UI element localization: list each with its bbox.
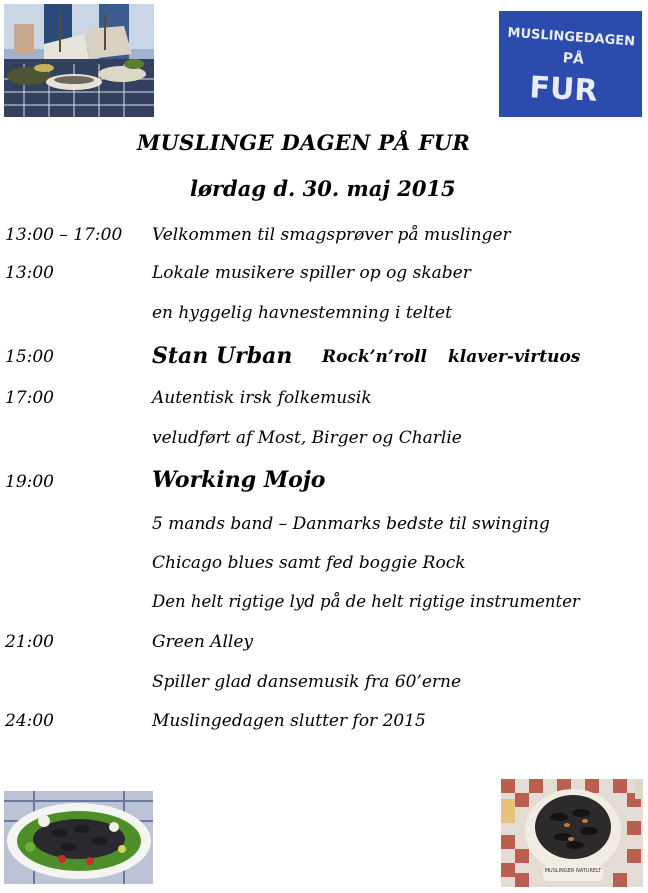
- artist-extra: klaver-virtuos: [448, 347, 581, 367]
- schedule-time: 13:00: [5, 263, 54, 283]
- tshirt-line-3: FUR: [528, 70, 599, 109]
- artist-name: Working Mojo: [152, 467, 326, 493]
- schedule-time: 21:00: [5, 632, 54, 652]
- artist-genre: Rock’n’roll: [322, 347, 428, 367]
- harbour-table-photo: [4, 4, 154, 117]
- tshirt-line-2: PÅ: [562, 50, 585, 68]
- schedule-text: en hyggelig havnestemning i teltet: [152, 303, 452, 323]
- schedule-text: Spiller glad dansemusik fra 60’erne: [152, 672, 462, 692]
- schedule-text: Den helt rigtige lyd på de helt rigtige instrumenter: [152, 592, 580, 611]
- schedule-text: Muslingedagen slutter for 2015: [152, 711, 426, 731]
- platter-label: MUSLINGER NATURELT: [544, 868, 602, 874]
- schedule-text: Autentisk irsk folkemusik: [152, 388, 372, 408]
- mussel-salad-photo: [4, 791, 153, 884]
- schedule-text: Lokale musikere spiller op og skaber: [152, 263, 471, 283]
- schedule-text: Green Alley: [152, 632, 253, 652]
- schedule-time: 24:00: [5, 711, 54, 731]
- page-title: MUSLINGE DAGEN PÅ FUR: [137, 130, 471, 155]
- schedule-text: Chicago blues samt fed boggie Rock: [152, 553, 466, 573]
- mussel-bowl-photo: [501, 779, 643, 887]
- event-date: lørdag d. 30. maj 2015: [190, 176, 456, 201]
- schedule-time: 13:00 – 17:00: [5, 225, 123, 245]
- schedule-text: Velkommen til smagsprøver på muslinger: [152, 225, 511, 245]
- artist-name: Stan Urban: [152, 343, 293, 369]
- tshirt-photo: [499, 11, 642, 117]
- schedule-text: 5 mands band – Danmarks bedste til swinging: [152, 514, 550, 534]
- schedule-time: 15:00: [5, 347, 54, 367]
- schedule-time: 17:00: [5, 388, 54, 408]
- schedule-time: 19:00: [5, 472, 54, 492]
- schedule-text: veludført af Most, Birger og Charlie: [152, 428, 462, 448]
- tshirt-line-1: MUSLINGEDAGEN: [507, 25, 636, 50]
